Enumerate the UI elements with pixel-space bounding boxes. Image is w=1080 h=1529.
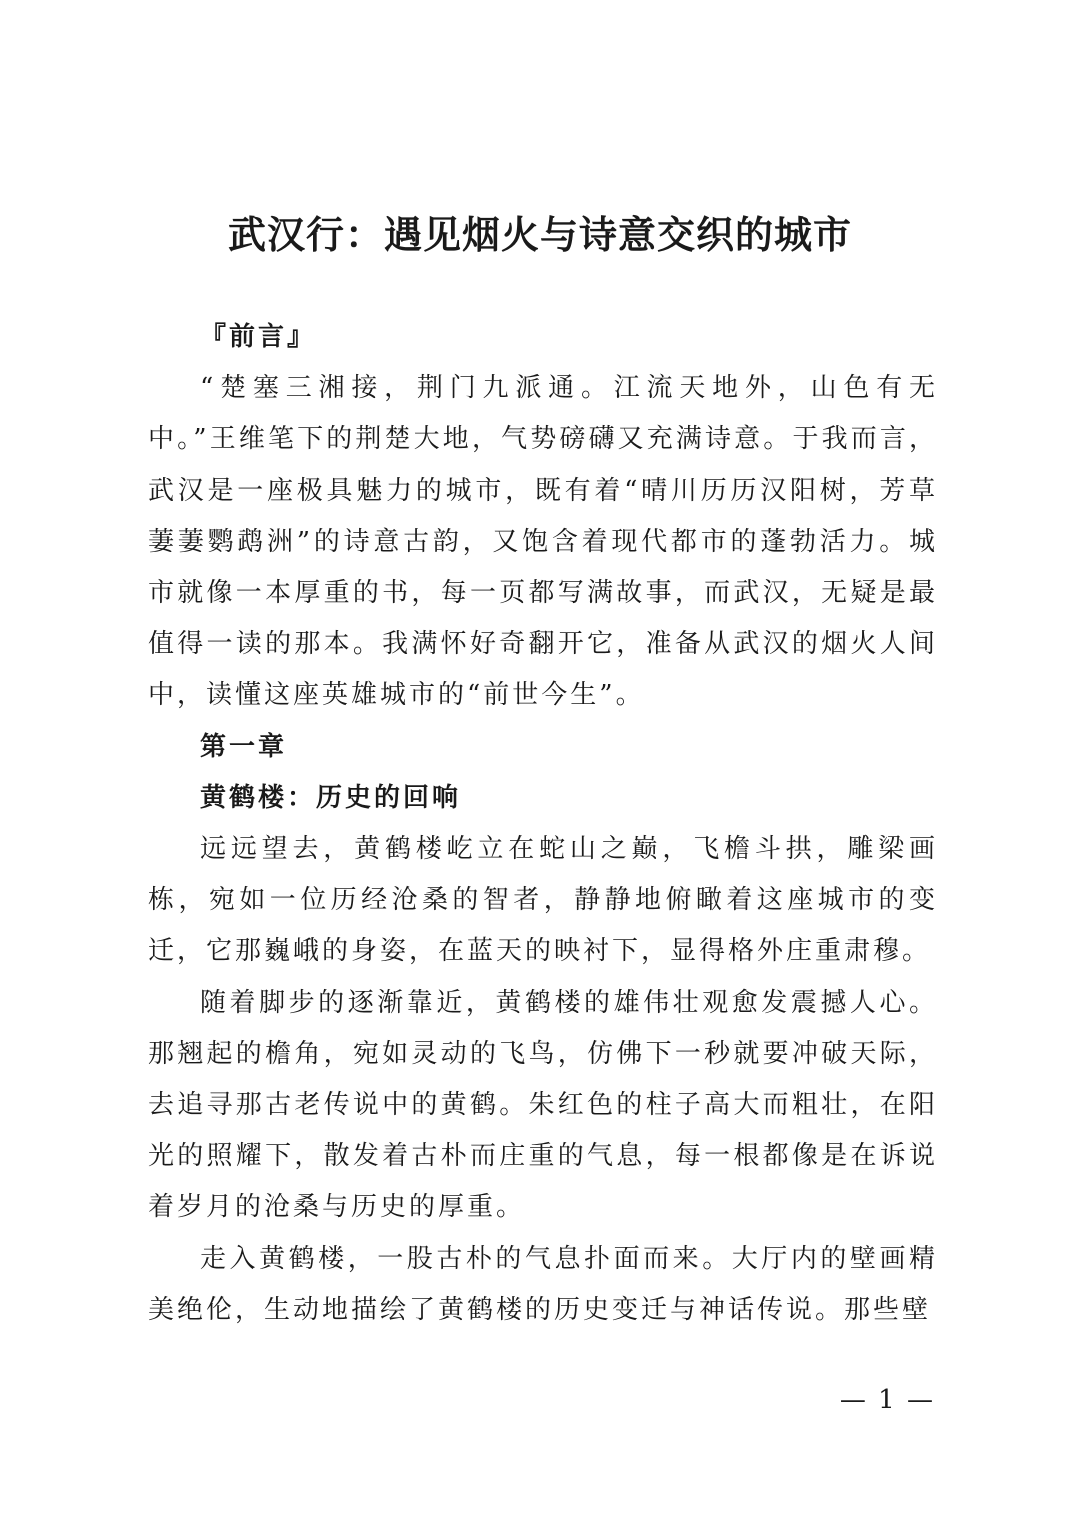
body-paragraph: 随着脚步的逐渐靠近，黄鹤楼的雄伟壮观愈发震撼人心。那翘起的檐角，宛如灵动的飞鸟，仿佛下一秒就要冲破天际，去追寻那古老传说中的黄鹤。朱红色的柱子高大而粗壮，在阳光的照耀下，散发着古朴而庄重的气息，每一根都像是在诉说着岁月的沧桑与历史的厚重。 [148,987,938,1223]
document-body [148,312,938,1336]
chapter-heading: 第一章 [200,731,288,762]
body-paragraph: 走入黄鹤楼，一股古朴的气息扑面而来。大厅内的壁画精美绝伦，生动地描绘了黄鹤楼的历史变迁与神话传说。那些壁 [148,1243,938,1325]
document-title: 武汉行：遇见烟火与诗意交织的城市 [227,213,852,257]
preface-heading: 『前言』 [200,322,317,352]
preface-paragraph: “楚塞三湘接，荆门九派通。江流天地外，山色有无中。”王维笔下的荆楚大地，气势磅礴又充满诗意。于我而言，武汉是一座极具魅力的城市，既有着“晴川历历汉阳树，芳草萋萋鹦鹉洲”的诗意古韵，又饱含着现代都市的蓬勃活力。城市就像一本厚重的书，每一页都写满故事，而武汉，无疑是最值得一读的那本。我满怀好奇翻开它，准备从武汉的烟火人间中，读懂这座英雄城市的“前世今生”。 [148,373,938,711]
page-number: — 1 — [839,1385,935,1415]
section-heading: 黄鹤楼：历史的回响 [200,782,462,813]
body-paragraph: 远远望去，黄鹤楼屹立在蛇山之巅，飞檐斗拱，雕梁画栋，宛如一位历经沧桑的智者，静静地俯瞰着这座城市的变迁，它那巍峨的身姿，在蓝天的映衬下，显得格外庄重肃穆。 [148,834,938,967]
